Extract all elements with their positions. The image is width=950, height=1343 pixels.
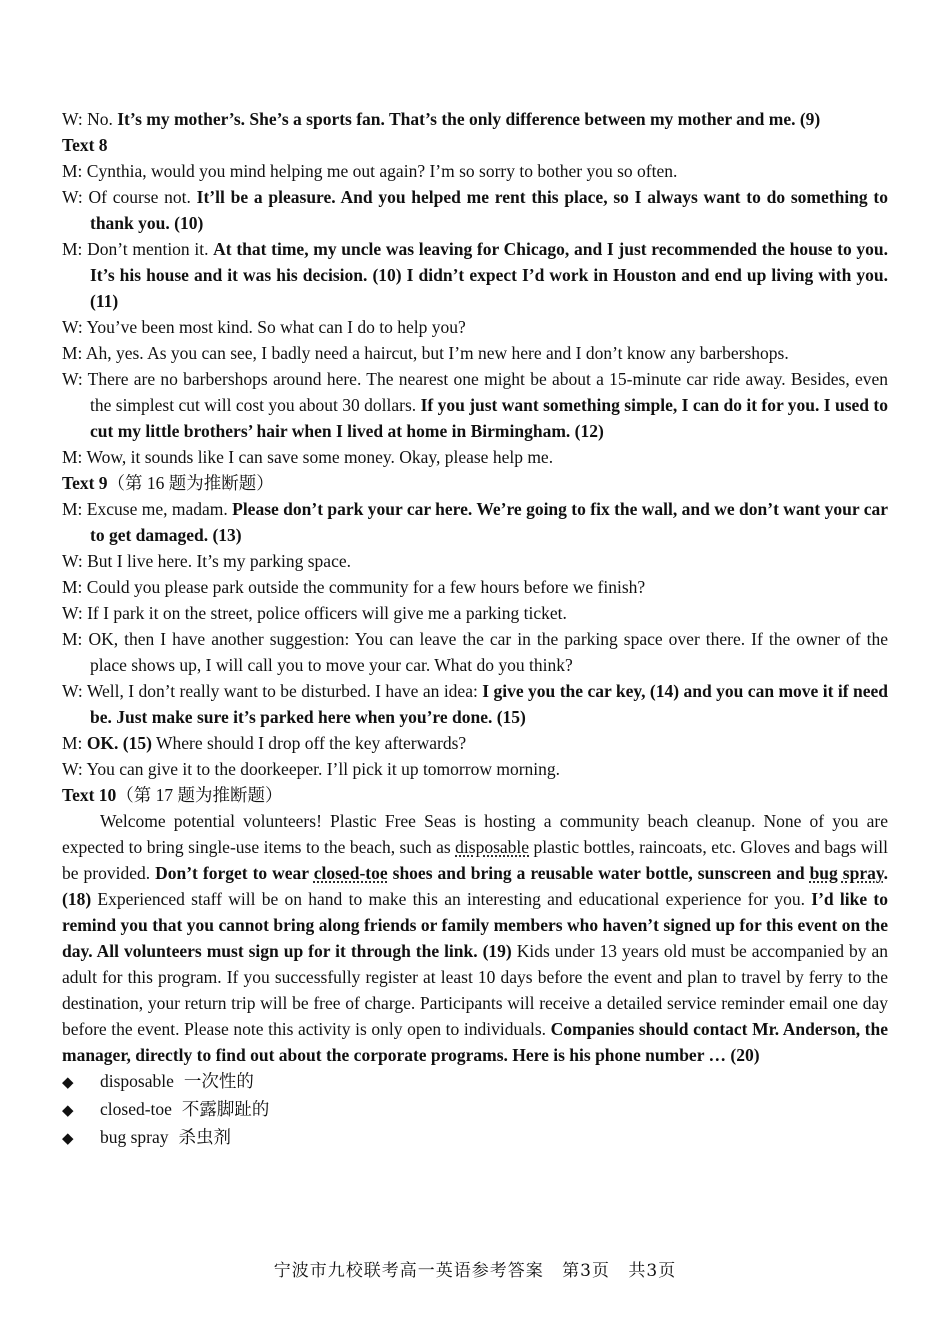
answer-evidence: Companies should contact Mr. Anderson, the manager, directly to find out about the corporate programs. Here is his phone number … (20) [62,1019,888,1065]
dialogue-line [62,340,888,366]
answer-evidence: shoes and bring a reusable water bottle, sunscreen and [387,863,810,883]
answer-key-page [62,106,888,1152]
vocab-item [62,1096,888,1124]
vocab-item [62,1068,888,1096]
vocab-term: disposable [100,1071,174,1091]
vocab-word: disposable [455,837,530,857]
answer-evidence: OK. (15) [86,733,152,753]
passage-text: Experienced staff will be on hand to make this an interesting and educational experience for you. [91,889,812,909]
dialogue-text: M: Could you please park outside the community for a few hours before we finish? [62,577,646,597]
passage-text: Welcome potential volunteers! Plastic Free Seas is hosting a community beach cleanup. None of you are expected to bring single-use items to the beach, such as [62,811,888,857]
answer-evidence: If you just want something simple, I can do it for you. I used to cut my little brothers’ hair when I lived at home in Birmingham. (12) [90,395,888,441]
vocab-meaning: 不露脚趾的 [181,1099,270,1119]
dialogue-text: M: Cynthia, would you mind helping me out again? I’m so sorry to bother you so often. [62,161,678,181]
section-heading-t9 [62,470,888,496]
dialogue-text: M: Excuse me, madam. [62,499,233,519]
dialogue-line [62,600,888,626]
section-heading-t10 [62,782,888,808]
dialogue-text: M: OK, then I have another suggestion: You can leave the car in the parking space over there. If the owner of the place shows up, I will call you to move your car. What do you think? [62,629,888,675]
vocab-word: closed-toe [313,863,388,883]
answer-evidence: Please don’t park your car here. We’re going to fix the wall, and we don’t want your car to get damaged. (13) [90,499,888,545]
dialogue-text: W: But I live here. It’s my parking space. [62,551,351,571]
answer-evidence: At that time, my uncle was leaving for Chicago, and I just recommended the house to you. It’s his house and it was his decision. (10) I didn’t expect I’d work in Houston and end up living with you. (11) [90,239,888,311]
page-footer [0,1256,950,1281]
dialogue-text: W: No. [62,109,118,129]
dialogue-line [62,678,888,730]
vocab-term: closed-toe [100,1099,172,1119]
heading-label: Text 10 [62,785,117,805]
dialogue-line [62,444,888,470]
heading-note: （第 16 题为推断题） [107,473,274,493]
dialogue-text: W: You can give it to the doorkeeper. I’ll pick it up tomorrow morning. [62,759,561,779]
dialogue-line [62,236,888,314]
answer-evidence: It’ll be a pleasure. And you helped me rent this place, so I always want to do something to thank you. (10) [90,187,889,233]
dialogue-line [62,314,888,340]
dialogue-text: M: Wow, it sounds like I can save some money. Okay, please help me. [62,447,554,467]
dialogue-line [62,496,888,548]
diamond-bullet-icon: ◆ [62,1075,74,1091]
dialogue-text: M: Don’t mention it. [62,239,214,259]
dialogue-text: W: If I park it on the street, police officers will give me a parking ticket. [62,603,567,623]
answer-evidence: . (18) [62,863,888,909]
answer-evidence: It’s my mother’s. She’s a sports fan. That’s the only difference between my mother and me. (9) [117,109,821,129]
dialogue-line [62,756,888,782]
answer-evidence: I give you the car key, (14) and you can move it if need be. Just make sure it’s parked here when you’re done. (15) [90,681,888,727]
dialogue-line [62,574,888,600]
footer-page-number: 第3页 [562,1261,610,1281]
dialogue-line [62,626,888,678]
text10-passage [62,808,888,1068]
passage-text: plastic bottles, raincoats, etc. Gloves and bags will be provided. [62,837,888,883]
vocab-meaning: 一次性的 [183,1071,254,1091]
dialogue-text: M: Ah, yes. As you can see, I badly need a haircut, but I’m new here and I don’t know any barbershops. [62,343,789,363]
vocab-item [62,1124,888,1152]
vocab-term: bug spray [100,1127,169,1147]
dialogue-line [62,548,888,574]
answer-evidence: Don’t forget to wear [155,863,314,883]
dialogue-text: W: There are no barbershops around here. The nearest one might be about a 15-minute car ride away. Besides, even the simplest cut will cost you about 30 dollars. [62,369,888,415]
heading-note: （第 17 题为推断题） [116,785,283,805]
dialogue-line [62,366,888,444]
dialogue-section [62,106,888,808]
vocabulary-list [62,1068,888,1152]
dialogue-text: W: Of course not. [62,187,197,207]
vocab-meaning: 杀虫剂 [178,1127,232,1147]
dialogue-text: M: [62,733,87,753]
diamond-bullet-icon: ◆ [62,1103,74,1119]
section-heading-t8 [62,132,888,158]
dialogue-text: Where should I drop off the key afterwards? [151,733,467,753]
passage-text: Kids under 13 years old must be accompanied by an adult for this program. If you successfully register at least 10 days before the event and plan to travel by ferry to the destination, your return trip will be free of charge. Participants will receive a detailed service reminder email one day before the event. Please note this activity is only open to individuals. [62,941,888,1039]
dialogue-line [62,730,888,756]
dialogue-line [62,106,888,132]
diamond-bullet-icon: ◆ [62,1131,74,1147]
footer-title: 宁波市九校联考高一英语参考答案 [273,1261,544,1281]
vocab-word: bug spray [809,863,884,883]
dialogue-line [62,184,888,236]
heading-label: Text 9 [62,473,108,493]
heading-label: Text 8 [62,135,108,155]
dialogue-text: W: Well, I don’t really want to be disturbed. I have an idea: [62,681,483,701]
dialogue-text: W: You’ve been most kind. So what can I do to help you? [62,317,466,337]
answer-evidence: I’d like to remind you that you cannot bring along friends or family members who haven’t signed up for this event on the day. All volunteers must sign up for it through the link. (19) [62,889,888,961]
footer-total-pages: 共3页 [628,1261,677,1281]
dialogue-line [62,158,888,184]
